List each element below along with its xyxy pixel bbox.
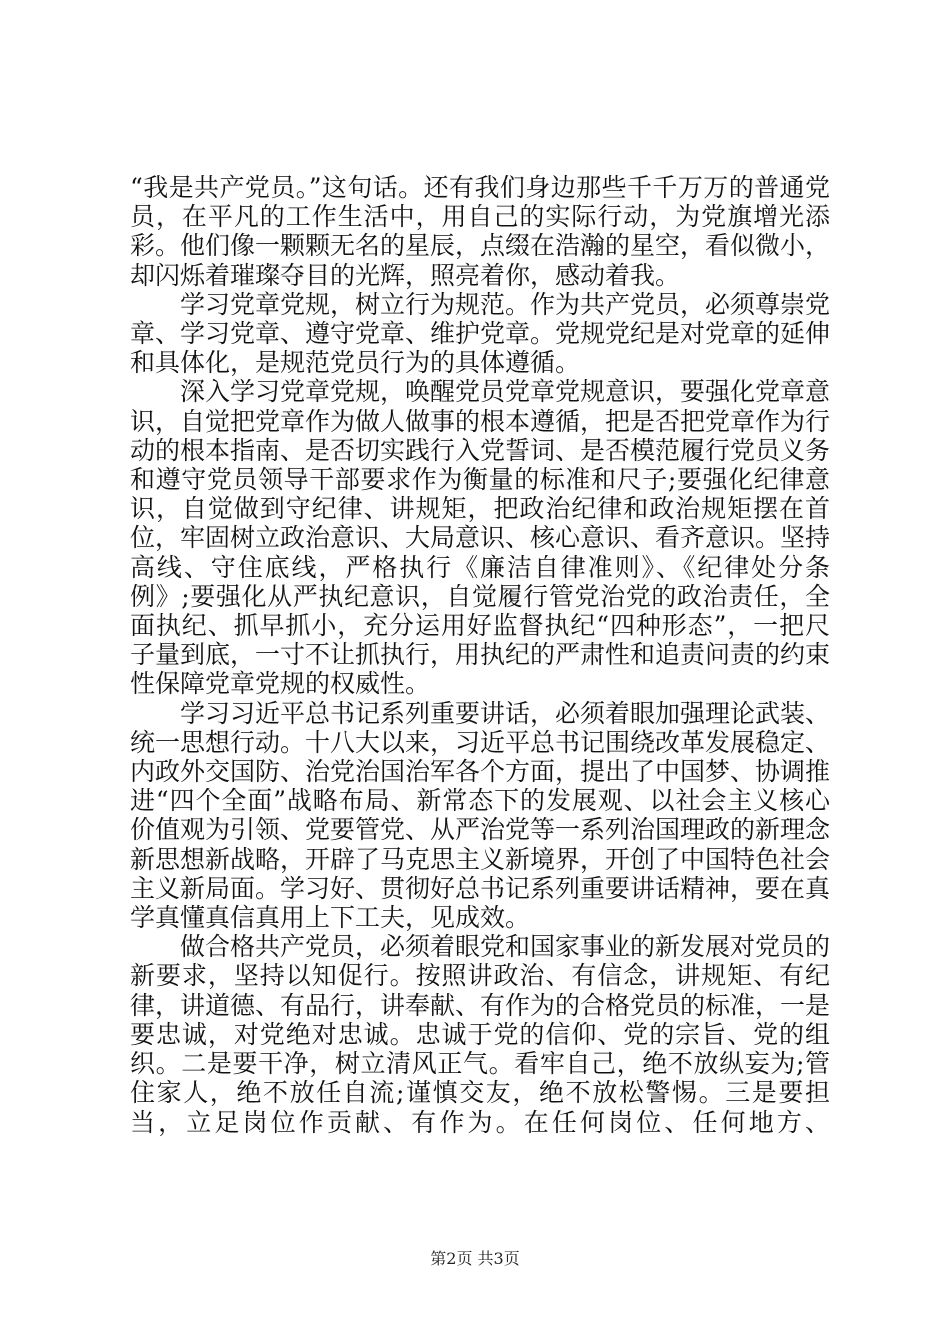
paragraph-3: 深入学习党章党规，唤醒党员党章党规意识，要强化党章意识，自觉把党章作为做人做事的根本遵循，把是否把党章作为行动的根本指南、是否切实践行入党誓词、是否模范履行党员义务和遵守党员领导干部要求作为衡量的标准和尺子;要强化纪律意识，自觉做到守纪律、讲规矩，把政治纪律和政治规矩摆在首位，牢固树立政治意识、大局意识、核心意识、看齐意识。坚持高线、守住底线，严格执行《廉洁自律准则》、《纪律处分条例》;要强化从严执纪意识，自觉履行管党治党的政治责任，全面执纪、抓早抓小，充分运用好监督执纪“四种形态”，一把尺子量到底，一寸不让抓执行，用执纪的严肃性和追责问责的约束性保障党章党规的权威性。 — [130, 377, 831, 699]
paragraph-2: 学习党章党规，树立行为规范。作为共产党员，必须尊崇党章、学习党章、遵守党章、维护党章。党规党纪是对党章的延伸和具体化，是规范党员行为的具体遵循。 — [130, 289, 831, 378]
paragraph-5: 做合格共产党员，必须着眼党和国家事业的新发展对党员的新要求，坚持以知促行。按照讲政治、有信念，讲规矩、有纪律，讲道德、有品行，讲奉献、有作为的合格党员的标准，一是要忠诚，对党绝对忠诚。忠诚于党的信仰、党的宗旨、党的组织。二是要干净，树立清风正气。看牢自己，绝不放纵妄为;管住家人，绝不放任自流;谨慎交友，绝不放松警惕。三是要担当，立足岗位作贡献、有作为。在任何岗位、任何地方、 — [130, 932, 831, 1137]
paragraph-1: “我是共产党员。”这句话。还有我们身边那些千千万万的普通党员，在平凡的工作生活中，用自己的实际行动，为党旗增光添彩。他们像一颗颗无名的星辰，点缀在浩瀚的星空，看似微小，却闪烁着璀璨夺目的光辉，照亮着你，感动着我。 — [130, 173, 831, 290]
paragraph-4: 学习习近平总书记系列重要讲话，必须着眼加强理论武装、统一思想行动。十八大以来，习近平总书记围绕改革发展稳定、内政外交国防、治党治国治军各个方面，提出了中国梦、协调推进“四个全面”战略布局、新常态下的发展观、以社会主义核心价值观为引领、党要管党、从严治党等一系列治国理政的新理念新思想新战略，开辟了马克思主义新境界，开创了中国特色社会主义新局面。学习好、贯彻好总书记系列重要讲话精神，要在真学真懂真信真用上下工夫，见成效。 — [130, 698, 831, 933]
document-body — [130, 173, 830, 1137]
page-number-footer: 第2页 共3页 — [430, 1249, 520, 1268]
